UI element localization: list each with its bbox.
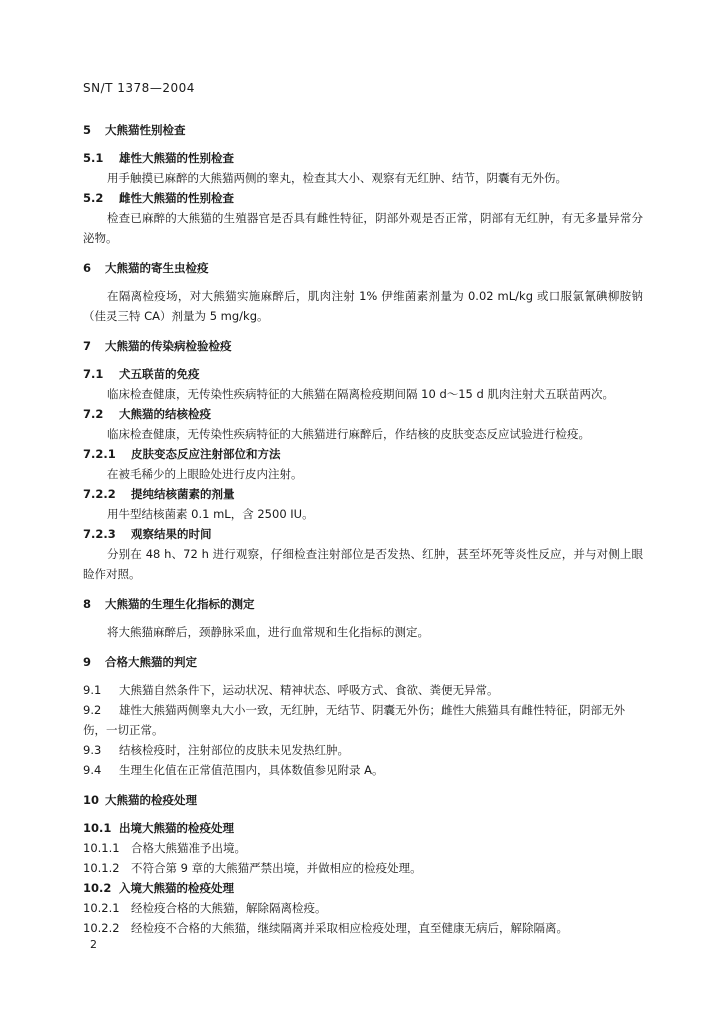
paragraph: 在被毛稀少的上眼睑处进行皮内注射。 — [107, 467, 303, 481]
paragraph: 用牛型结核菌素 0.1 mL，含 2500 IU。 — [107, 507, 314, 521]
heading-title: 雄性大熊猫的性别检查 — [119, 151, 234, 165]
heading-number: 10.1 — [83, 821, 112, 835]
item-text: 雄性大熊猫两侧睾丸大小一致，无红肿，无结节、阴囊无外伤；雌性大熊猫具有雌性特征，阴部无外伤，一切正常。 — [83, 703, 625, 737]
paragraph: 分别在 48 h、72 h 进行观察，仔细检查注射部位是否发热、红肿，甚至坏死等炎性反应，并与对侧上眼睑作对照。 — [83, 547, 643, 581]
section-heading — [83, 790, 643, 810]
subsection-heading — [83, 878, 643, 898]
item-text: 不符合第 9 章的大熊猫严禁出境，并做相应的检疫处理。 — [131, 861, 422, 875]
heading-number: 7.2.3 — [83, 527, 116, 541]
heading-number: 7.1 — [83, 367, 104, 381]
section-heading — [83, 594, 643, 614]
heading-title: 犬五联苗的免疫 — [119, 367, 200, 381]
paragraph: 用手触摸已麻醉的大熊猫两侧的睾丸，检查其大小、观察有无红肿、结节，阴囊有无外伤。 — [107, 171, 567, 185]
item-text: 大熊猫自然条件下，运动状况、精神状态、呼吸方式、食欲、粪便无异常。 — [119, 683, 499, 697]
document-body — [83, 120, 643, 938]
heading-number: 5.1 — [83, 151, 104, 165]
paragraph: 临床检查健康，无传染性疾病特征的大熊猫进行麻醉后，作结核的皮肤变态反应试验进行检疫。 — [107, 427, 590, 441]
heading-number: 9 — [83, 655, 92, 669]
heading-title: 大熊猫性别检查 — [105, 123, 186, 137]
item-number: 9.1 — [83, 683, 102, 697]
section-heading — [83, 258, 643, 278]
heading-title: 大熊猫的检疫处理 — [105, 793, 197, 807]
list-item — [83, 858, 643, 878]
list-item — [83, 918, 643, 938]
paragraph: 在隔离检疫场，对大熊猫实施麻醉后，肌肉注射 1% 伊维菌素剂量为 0.02 mL/kg 或口服氯氰碘柳胺钠（佳灵三特 CA）剂量为 5 mg/kg。 — [83, 289, 643, 323]
item-text: 结核检疫时，注射部位的皮肤未见发热红肿。 — [119, 743, 349, 757]
item-text: 生理生化值在正常值范围内，具体数值参见附录 A。 — [119, 763, 384, 777]
heading-title: 大熊猫的结核检疫 — [119, 407, 211, 421]
list-item — [83, 838, 643, 858]
list-item — [83, 680, 643, 700]
subsection-heading — [83, 404, 643, 424]
subsection-heading — [83, 188, 643, 208]
item-number: 10.1.2 — [83, 861, 120, 875]
paragraph: 将大熊猫麻醉后，颈静脉采血，进行血常规和生化指标的测定。 — [107, 625, 429, 639]
heading-number: 10 — [83, 793, 100, 807]
subsection-heading — [83, 148, 643, 168]
section-heading — [83, 652, 643, 672]
heading-number: 7.2.1 — [83, 447, 116, 461]
paragraph: 临床检查健康，无传染性疾病特征的大熊猫在隔离检疫期间隔 10 d～15 d 肌肉注射犬五联苗两次。 — [107, 387, 614, 401]
heading-title: 合格大熊猫的判定 — [105, 655, 197, 669]
heading-number: 7 — [83, 339, 92, 353]
standard-code: SN/T 1378—2004 — [83, 81, 195, 95]
heading-title: 大熊猫的寄生虫检疫 — [105, 261, 209, 275]
heading-title: 大熊猫的生理生化指标的测定 — [105, 597, 255, 611]
heading-title: 出境大熊猫的检疫处理 — [119, 821, 234, 835]
heading-title: 观察结果的时间 — [131, 527, 212, 541]
page-number: 2 — [90, 938, 97, 951]
item-number: 9.3 — [83, 743, 102, 757]
item-number: 10.1.1 — [83, 841, 120, 855]
heading-title: 大熊猫的传染病检验检疫 — [105, 339, 232, 353]
heading-number: 8 — [83, 597, 92, 611]
subsection-heading — [83, 818, 643, 838]
heading-number: 5 — [83, 123, 92, 137]
list-item — [83, 740, 643, 760]
list-item — [83, 760, 643, 780]
heading-title: 入境大熊猫的检疫处理 — [119, 881, 234, 895]
paragraph: 检查已麻醉的大熊猫的生殖器官是否具有雌性特征，阴部外观是否正常，阴部有无红肿，有无多量异常分泌物。 — [83, 211, 643, 245]
heading-number: 7.2.2 — [83, 487, 116, 501]
heading-number: 10.2 — [83, 881, 112, 895]
subsection-heading — [83, 444, 643, 464]
subsection-heading — [83, 524, 643, 544]
subsection-heading — [83, 484, 643, 504]
heading-number: 6 — [83, 261, 92, 275]
subsection-heading — [83, 364, 643, 384]
item-number: 10.2.1 — [83, 901, 120, 915]
list-item — [83, 700, 643, 740]
heading-number: 7.2 — [83, 407, 104, 421]
heading-title: 提纯结核菌素的剂量 — [131, 487, 235, 501]
item-text: 合格大熊猫准予出境。 — [131, 841, 246, 855]
section-heading — [83, 336, 643, 356]
item-text: 经检疫合格的大熊猫，解除隔离检疫。 — [131, 901, 327, 915]
heading-title: 雌性大熊猫的性别检查 — [119, 191, 234, 205]
list-item — [83, 898, 643, 918]
item-number: 9.4 — [83, 763, 102, 777]
heading-number: 5.2 — [83, 191, 104, 205]
section-heading — [83, 120, 643, 140]
item-text: 经检疫不合格的大熊猫，继续隔离并采取相应检疫处理，直至健康无病后，解除隔离。 — [131, 921, 568, 935]
heading-title: 皮肤变态反应注射部位和方法 — [131, 447, 281, 461]
item-number: 10.2.2 — [83, 921, 120, 935]
item-number: 9.2 — [83, 703, 102, 717]
